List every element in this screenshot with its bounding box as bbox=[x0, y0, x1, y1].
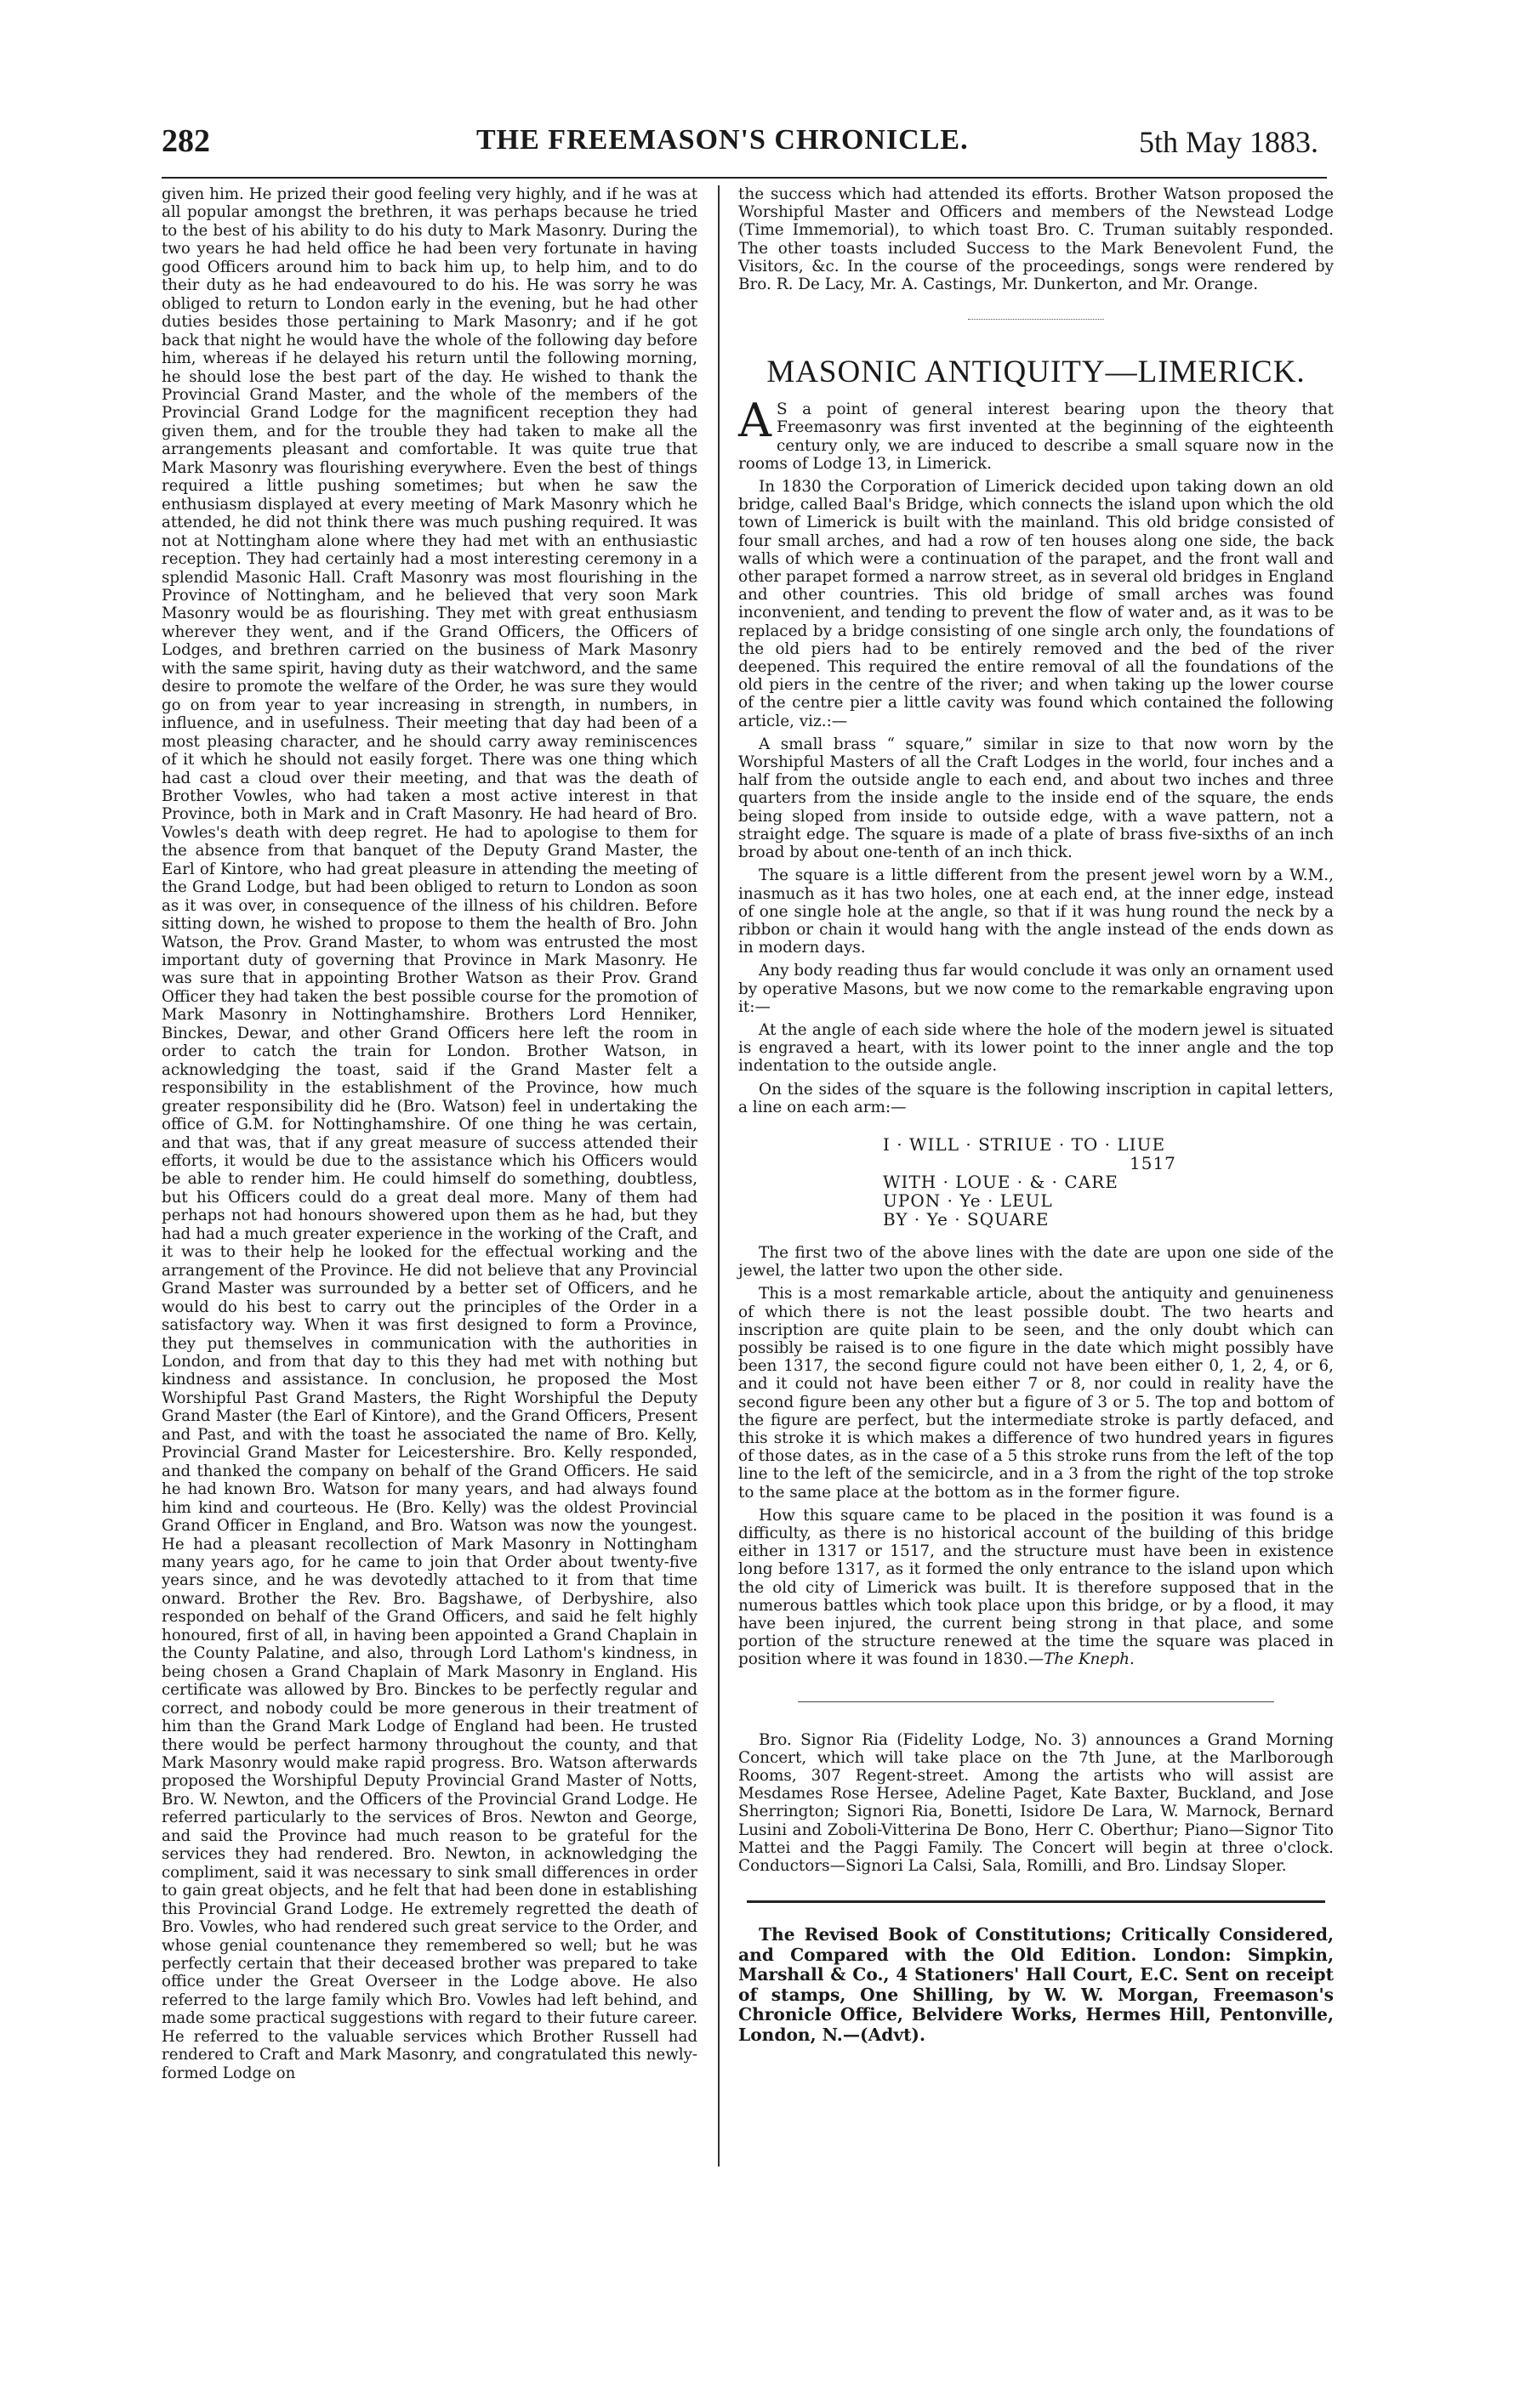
article-paragraph: At the angle of each side where the hole of the modern jewel is situated is engraved a heart, with its lower point to the inner angle and the top indentation to the outside angle. bbox=[738, 1020, 1334, 1076]
inscription-year: 1517 bbox=[1130, 1152, 1176, 1173]
inscription-block bbox=[883, 1135, 1334, 1229]
newspaper-title: THE FREEMASON'S CHRONICLE. bbox=[476, 124, 969, 156]
inscription-line: WITH · LOUE · & · CARE bbox=[883, 1171, 1118, 1192]
inscription-line: UPON · Ye · LEUL bbox=[883, 1190, 1053, 1211]
article-paragraph: A small brass “ square,” similar in size to that now worn by the Worshipful Masters of all the Craft Lodges in the world, four inches and a half from the outside angle to each end, and about two inches and three quarters from the inside angle to the inside end of the square, the ends being sloped from inside to outside edge, with a wave pattern, not a straight edge. The square is made of a plate of brass five-sixths of an inch broad by about one-tenth of an inch thick. bbox=[738, 735, 1334, 862]
article-source: The Kneph. bbox=[1044, 1650, 1135, 1669]
advertisement-text: The Revised Book of Constitutions; Critically Considered, and Compared with the Old Edition. London: Simpkin, Marshall & Co., 4 Stationers' Hall Court, E.C. Sent on receipt of stamps, One Shilling, by W. W. Morgan, Freemason's Chronicle Office, Belvidere Works, Hermes Hill, Pentonville, London, N.—(Advt). bbox=[738, 1924, 1334, 2045]
header-rule bbox=[162, 177, 1327, 179]
article-paragraph bbox=[738, 1507, 1334, 1669]
column-divider bbox=[718, 185, 720, 2167]
dotted-separator bbox=[968, 319, 1104, 320]
article-paragraph: In 1830 the Corporation of Limerick decided upon taking down an old bridge, called Baal's Bridge, which connects the island upon which the old town of Limerick is built with the mainland. This old bridge consisted of four small arches, and had a row of ten houses along one side, the back walls of which were a continuation of the parapet, and the front wall and other parapet formed a narrow street, as in several old bridges in England and other countries. This old bridge of small arches was found inconvenient, and tending to prevent the flow of water and, as it was to be replaced by a bridge consisting of one single arch only, the foundations of the old piers had to be entirely removed and the bed of the river deepened. This required the entire removal of all the foundations of the old piers in the centre of the river; and when taking up the lower course of the centre pier a little cavity was found which contained the following article, viz.:— bbox=[738, 478, 1334, 730]
left-column-paragraph: given him. He prized their good feeling very highly, and if he was at all popular amongst the brethren, it was perhaps because he tried to the best of his ability to do his duty to Mark Masonry. During the two years he had held office he had been very fortunate in having good Officers around him to back him up, to help him, and to do their duty as he had endeavoured to do his. He was sorry he was obliged to return to London early in the evening, but he had other duties besides those pertaining to Mark Masonry; and if he got back that night he would have the whole of the following day before him, whereas if he delayed his return until the following morning, he should lose the best part of the day. He wished to thank the Provincial Grand Master, and the whole of the members of the Provincial Grand Lodge for the magnificent reception they had given them, and for the trouble they had taken to make all the arrangements pleasant and comfortable. It was quite true that Mark Masonry was flourishing everywhere. Even the best of things required a little pushing sometimes; but when he saw the enthusiasm displayed at every meeting of Mark Masonry which he attended, he did not think there was much pushing required. It was not at Nottingham alone where they had met with an enthusiastic reception. They had certainly had a most interesting ceremony in a splendid Masonic Hall. Craft Masonry was most flourishing in the Province of Nottingham, and he believed that very soon Mark Masonry would be as flourishing. They met with great enthusiasm wherever they went, and if the Grand Officers, the Officers of Lodges, and brethren carried on the business of Mark Masonry with the same spirit, having duty as their watchword, and the same desire to promote the welfare of the Order, he was sure they would go on from year to year increasing in strength, in numbers, in influence, and in usefulness. Their meeting that day had been of a most pleasing character, and he should carry away reminiscences of it which he should not easily forget. There was one thing which had cast a cloud over their meeting, and that was the death of Brother Vowles, who had taken a most active interest in that Province, both in Mark and in Craft Masonry. He had heard of Bro. Vowles's death with deep regret. He had to apologise to them for the absence from that banquet of the Deputy Grand Master, the Earl of Kintore, who had great pleasure in attending the meeting of the Grand Lodge, but had been obliged to return to London as soon as it was over, in consequence of the illness of his children. Before sitting down, he wished to propose to them the health of Bro. John Watson, the Prov. Grand Master, to whom was entrusted the most important duty of governing that Province in Mark Masonry. He was sure that in appointing Brother Watson as their Prov. Grand Officer they had taken the best possible course for the promotion of Mark Masonry in Nottinghamshire. Brothers Lord Henniker, Binckes, Dewar, and other Grand Officers here left the room in order to catch the train for London. Brother Watson, in acknowledging the toast, said if the Grand Master felt a responsibility in the establishment of the Province, how much greater responsibility did he (Bro. Watson) feel in undertaking the office of G.M. for Nottinghamshire. Of one thing he was certain, and that was, that if any great measure of success attended their efforts, it would be due to the assistance which his Officers would be able to render him. He could himself do something, doubtless, but his Officers could do a great deal more. Many of them had perhaps not had honours showered upon them as he had, but they had had a much greater experience in the working of the Craft, and it was to their help he looked for the effectual working and the arrangement of the Province. He did not believe that any Provincial Grand Master was surrounded by a better set of Officers, and he would do his best to carry out the principles of the Order in a satisfactory way. When it was first designed to form a Province, they put themselves in communication with the authorities in London, and from that day to this they had met with nothing but kindness and assistance. In conclusion, he proposed the Most Worshipful Past Grand Masters, the Right Worshipful the Deputy Grand Master (the Earl of Kintore), and the Grand Officers, Present and Past, and with the toast he associated the name of Bro. Kelly, Provincial Grand Master for Leicestershire. Bro. Kelly responded, and thanked the company on behalf of the Grand Officers. He said he had known Bro. Watson for many years, and had always found him kind and courteous. He (Bro. Kelly) was the oldest Provincial Grand Officer in England, and Bro. Watson was now the youngest. He had a pleasant recollection of Mark Masonry in Nottingham many years ago, for he came to join that Order about twenty-five years since, and he was devotedly attached to it from that time onward. Brother the Rev. Bro. Bagshawe, of Derbyshire, also responded on behalf of the Grand Officers, and said he felt highly honoured, first of all, in having been appointed a Grand Chaplain in the County Palatine, and also, through Lord Lathom's kindness, in being chosen a Grand Chaplain of Mark Masonry in England. His certificate was allowed by Bro. Binckes to be perfectly regular and correct, and nobody could be more generous in their treatment of him than the Grand Mark Lodge of England had been. He trusted there would be perfect harmony throughout the county, and that Mark Masonry would make rapid progress. Bro. Watson afterwards proposed the Worshipful Deputy Provincial Grand Master of Notts, Bro. W. Newton, and the Officers of the Provincial Grand Lodge. He referred particularly to the services of Bros. Newton and George, and said the Province had much reason to be grateful for the services they had rendered. Bro. Newton, in acknowledging the compliment, said it was necessary to sink small differences in order to gain great objects, and he felt that had been done in establishing this Provincial Grand Lodge. He extremely regretted the death of Bro. Vowles, who had rendered such great service to the Order, and whose genial countenance they remembered so well; but he was perfectly certain that their deceased brother was prepared to take office under the Great Overseer in the Lodge above. He also referred to the large family which Bro. Vowles had left behind, and made some practical suggestions with regard to their future career. He referred to the valuable services which Brother Russell had rendered to Craft and Mark Masonry, and congratulated this newly-formed Lodge on bbox=[162, 185, 697, 2082]
article-intro bbox=[738, 394, 1334, 473]
continued-paragraph: the success which had attended its efforts. Brother Watson proposed the Worshipful Master and Officers and members of the Newstead Lodge (Time Immemorial), to which toast Bro. C. Truman suitably responded. The other toasts included Success to the Mark Benevolent Fund, the Visitors, &c. In the course of the proceedings, songs were rendered by Bro. R. De Lacy, Mr. A. Castings, Mr. Dunkerton, and Mr. Orange. bbox=[738, 185, 1334, 294]
article-intro-text: S a point of general interest bearing upon the theory that Freemasonry was first invented at the beginning of the eighteenth century only, we are induced to describe a small square now in the rooms of Lodge 13, in Limerick. bbox=[738, 400, 1334, 473]
article-paragraph: The first two of the above lines with the date are upon one side of the jewel, the latter two upon the other side. bbox=[738, 1243, 1334, 1281]
issue-date: 5th May 1883. bbox=[1139, 125, 1318, 159]
right-column bbox=[738, 185, 1334, 2050]
article-paragraph: On the sides of the square is the following inscription in capital letters, a line on each arm:— bbox=[738, 1080, 1334, 1116]
thick-separator bbox=[747, 1900, 1325, 1903]
inscription-line: BY · Ye · SQUARE bbox=[883, 1208, 1050, 1230]
advertisement bbox=[738, 1925, 1334, 2045]
article-paragraph: This is a most remarkable article, about the antiquity and genuineness of which there is not the least possible doubt. The two hearts and inscription are quite plain to be seen, and the only doubt which can possibly be raised is to one figure in the date which might possibly have been 1317, the second figure could not have been either 0, 1, 2, 4, or 6, and it could not have been either 7 or 8, nor could in reality have the second figure been any other but a figure of 3 or 5. The top and bottom of the figure are perfect, but the intermediate stroke is partly defaced, and this stroke it is which makes a difference of two hundred years in figures of those dates, as in the case of a 5 this stroke runs from the left of the top line to the left of the semicircle, and in a 3 from the right of the top stroke to the same place at the bottom as in the former figure. bbox=[738, 1285, 1334, 1502]
article-title: MASONIC ANTIQUITY—LIMERICK. bbox=[766, 355, 1306, 390]
article-paragraph: The square is a little different from the present jewel worn by a W.M., inasmuch as it has two holes, one at each end, at the inner edge, instead of one single hole at the angle, so that if it was hung round the neck by a ribbon or chain it would hang with the angle instead of the ends down as in modern days. bbox=[738, 866, 1334, 957]
article-paragraph: Any body reading thus far would conclude it was only an ornament used by operative Masons, but we now come to the remarkable engraving upon it:— bbox=[738, 962, 1334, 1016]
inscription-line: I · WILL · STRIUE · TO · LIUE bbox=[883, 1133, 1166, 1155]
drop-cap: A bbox=[738, 394, 771, 448]
section-separator bbox=[798, 1701, 1274, 1702]
left-column bbox=[162, 185, 697, 2087]
article-paragraph-text: How this square came to be placed in the position it was found is a difficulty, as there is no historical account of the building of this bridge either in 1317 or 1517, and the structure must have been in existence long before 1317, as it formed the only entrance to the island upon which the old city of Limerick was built. It is therefore supposed that in the numerous battles which took place upon this bridge, or by a flood, it may have been injured, the current being strong in that place, and some portion of the structure renewed at the time the square was placed in position where it was found in 1830.— bbox=[738, 1506, 1334, 1669]
masthead bbox=[162, 119, 1318, 170]
page-number: 282 bbox=[162, 123, 210, 159]
concert-notice: Bro. Signor Ria (Fidelity Lodge, No. 3) announces a Grand Morning Concert, which will take place on the 7th June, at the Marlborough Rooms, 307 Regent-street. Among the artists who will assist are Mesdames Rose Hersee, Adeline Paget, Kate Baxter, Buckland, and Jose Sherrington; Signori Ria, Bonetti, Isidore De Lara, W. Marnock, Bernard Lusini and Zoboli-Vitterina De Bono, Herr C. Oberthur; Piano—Signor Tito Mattei and the Paggi Family. The Concert will begin at three o'clock. Conductors—Signori La Calsi, Sala, Romilli, and Bro. Lindsay Sloper. bbox=[738, 1730, 1334, 1876]
